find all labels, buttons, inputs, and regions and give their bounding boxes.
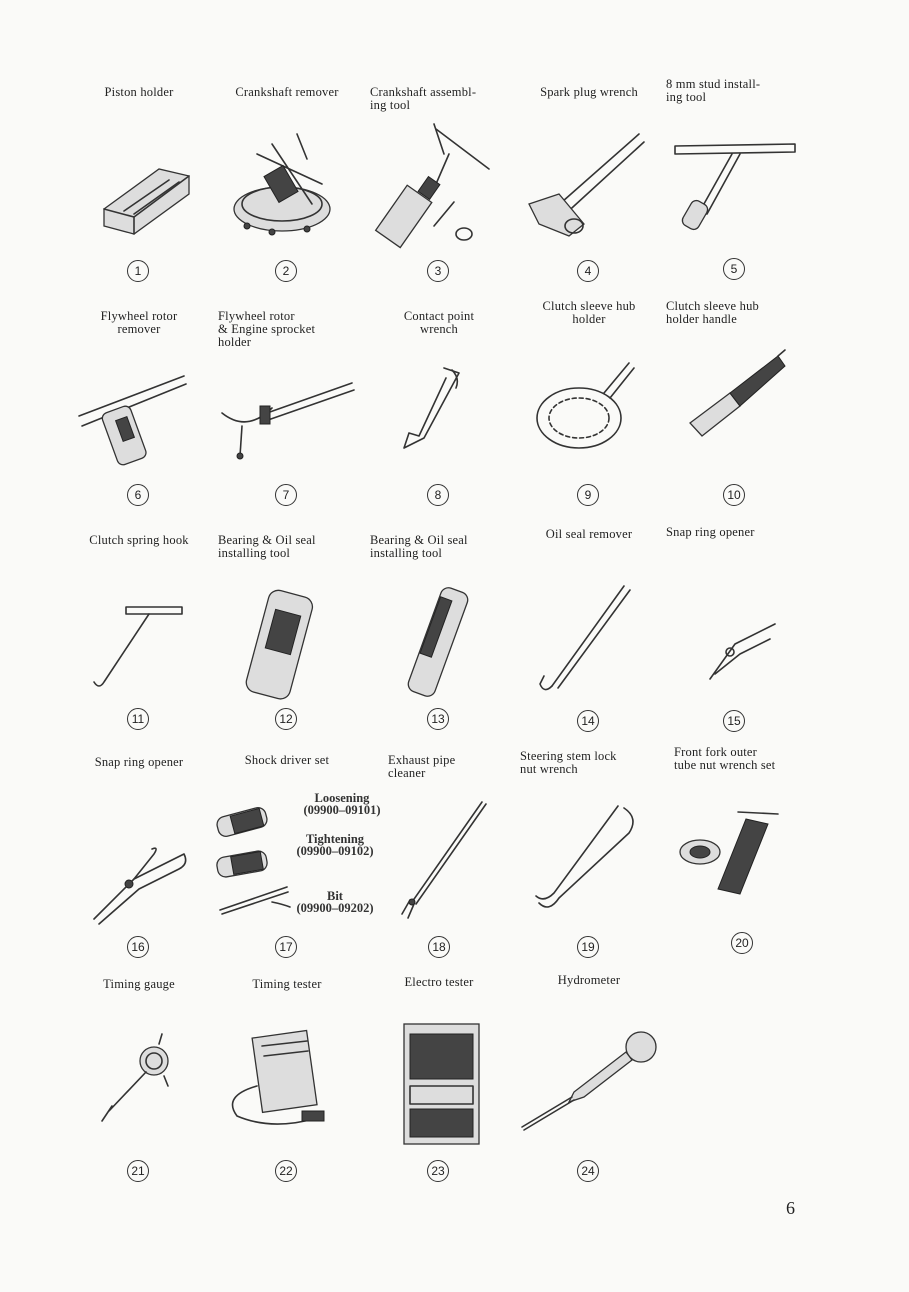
tool-label: Clutch sleeve hub holder [542, 299, 636, 326]
tool-label: Spark plug wrench [540, 85, 638, 99]
tool-label: Snap ring opener [94, 755, 184, 769]
tool-cell-10 [660, 300, 810, 515]
tool-number: 6 [127, 484, 149, 506]
tool-cell-12 [212, 534, 362, 749]
tool-number: 21 [127, 1160, 149, 1182]
tool-label: Contact point wrench [403, 309, 475, 336]
tool-cell-21 [64, 978, 214, 1193]
tool-label: Bearing & Oil seal installing tool [370, 533, 468, 560]
tool-number: 9 [577, 484, 599, 506]
part-code: (09900–09101) [303, 803, 381, 817]
timing-tester-illustration [212, 1006, 362, 1146]
tool-cell-16 [64, 756, 214, 971]
tool-number: 23 [427, 1160, 449, 1182]
tool-number: 16 [127, 936, 149, 958]
bearing-oil-seal-installing-tool-illustration [212, 562, 362, 702]
tool-label: Front fork outer tube nut wrench set [674, 745, 776, 772]
crankshaft-assembling-tool-illustration [364, 114, 514, 254]
tool-label: Flywheel rotor remover [100, 309, 178, 336]
timing-gauge-illustration [64, 1006, 214, 1146]
part-name: Bit [327, 889, 343, 903]
tool-number: 19 [577, 936, 599, 958]
tool-cell-3 [364, 86, 514, 301]
tool-label: Bearing & Oil seal installing tool [218, 533, 316, 560]
tool-number: 1 [127, 260, 149, 282]
tool-number: 20 [731, 932, 753, 954]
flywheel-holder-illustration [212, 338, 362, 478]
tool-number: 12 [275, 708, 297, 730]
tool-label: 8 mm stud install- ing tool [666, 77, 761, 104]
tool-label: Timing tester [252, 977, 322, 991]
tool-number: 4 [577, 260, 599, 282]
tool-number: 11 [127, 708, 149, 730]
tool-label: Crankshaft remover [235, 85, 339, 99]
crankshaft-remover-illustration [212, 114, 362, 254]
oil-seal-remover-illustration [514, 556, 664, 696]
tool-cell-18 [382, 754, 532, 969]
tool-cell-8 [364, 310, 514, 525]
clutch-sleeve-hub-holder-handle-illustration [660, 328, 810, 468]
tool-cell-7 [212, 310, 362, 525]
tool-cell-20 [668, 746, 818, 961]
tool-cell-11 [64, 534, 214, 749]
tool-number: 14 [577, 710, 599, 732]
tool-cell-5 [660, 78, 810, 293]
tool-label: Hydrometer [557, 973, 621, 987]
tool-number: 22 [275, 1160, 297, 1182]
spark-plug-wrench-illustration [514, 114, 664, 254]
tool-number: 3 [427, 260, 449, 282]
tool-label: Crankshaft assembl- ing tool [370, 85, 477, 112]
tool-label: Electro tester [404, 975, 474, 989]
part-name: Loosening [314, 791, 370, 805]
snap-ring-opener-2-illustration [64, 784, 214, 924]
stud-installing-tool-illustration [660, 106, 810, 246]
tool-cell-2 [212, 86, 362, 301]
shock-driver-tightening-label [275, 833, 395, 857]
part-name: Tightening [305, 832, 365, 846]
tool-label: Timing gauge [103, 977, 175, 991]
front-fork-outer-tube-nut-wrench-set-illustration [668, 774, 818, 914]
tool-cell-9 [514, 300, 664, 515]
tool-cell-23 [364, 976, 514, 1191]
tool-label: Steering stem lock nut wrench [520, 749, 617, 776]
tool-label: Oil seal remover [545, 527, 633, 541]
page-number: 6 [786, 1198, 795, 1218]
tool-number: 8 [427, 484, 449, 506]
tool-number: 10 [723, 484, 745, 506]
electro-tester-illustration [364, 1004, 514, 1144]
tool-cell-14 [514, 528, 664, 743]
tool-number: 15 [723, 710, 745, 732]
tool-cell-1 [64, 86, 214, 301]
tool-label: Piston holder [104, 85, 174, 99]
clutch-sleeve-hub-holder-illustration [514, 328, 664, 468]
hydrometer-illustration [514, 1002, 664, 1142]
tool-cell-4 [514, 86, 664, 301]
tool-number: 7 [275, 484, 297, 506]
tool-cell-22 [212, 978, 362, 1193]
tool-number: 24 [577, 1160, 599, 1182]
tool-cell-13 [364, 534, 514, 749]
tool-number: 17 [275, 936, 297, 958]
bearing-oil-seal-installing-tool-2-illustration [364, 562, 514, 702]
tool-cell-24 [514, 974, 664, 1189]
tool-label: Shock driver set [244, 753, 330, 767]
shock-driver-bit-label [275, 890, 395, 914]
tool-label: Snap ring opener [666, 525, 755, 539]
part-code: (09900–09102) [296, 844, 374, 858]
tool-cell-6 [64, 310, 214, 525]
tool-cell-17 [212, 754, 362, 969]
tool-number: 5 [723, 258, 745, 280]
tool-label: Exhaust pipe cleaner [388, 753, 456, 780]
steering-stem-lock-nut-wrench-illustration [514, 778, 664, 918]
tool-number: 18 [428, 936, 450, 958]
clutch-spring-hook-illustration [64, 562, 214, 702]
flywheel-rotor-remover-illustration [64, 338, 214, 478]
tool-cell-19 [514, 750, 664, 965]
piston-holder-illustration [64, 114, 214, 254]
tool-cell-15 [660, 526, 810, 741]
tool-number: 2 [275, 260, 297, 282]
contact-point-wrench-illustration [364, 338, 514, 478]
tool-number: 13 [427, 708, 449, 730]
tool-label: Clutch sleeve hub holder handle [666, 299, 759, 326]
tool-label: Clutch spring hook [89, 533, 189, 547]
part-code: (09900–09202) [296, 901, 374, 915]
exhaust-pipe-cleaner-illustration [382, 782, 532, 922]
snap-ring-opener-illustration [660, 554, 810, 694]
tool-label: Flywheel rotor & Engine sprocket holder [218, 309, 316, 349]
